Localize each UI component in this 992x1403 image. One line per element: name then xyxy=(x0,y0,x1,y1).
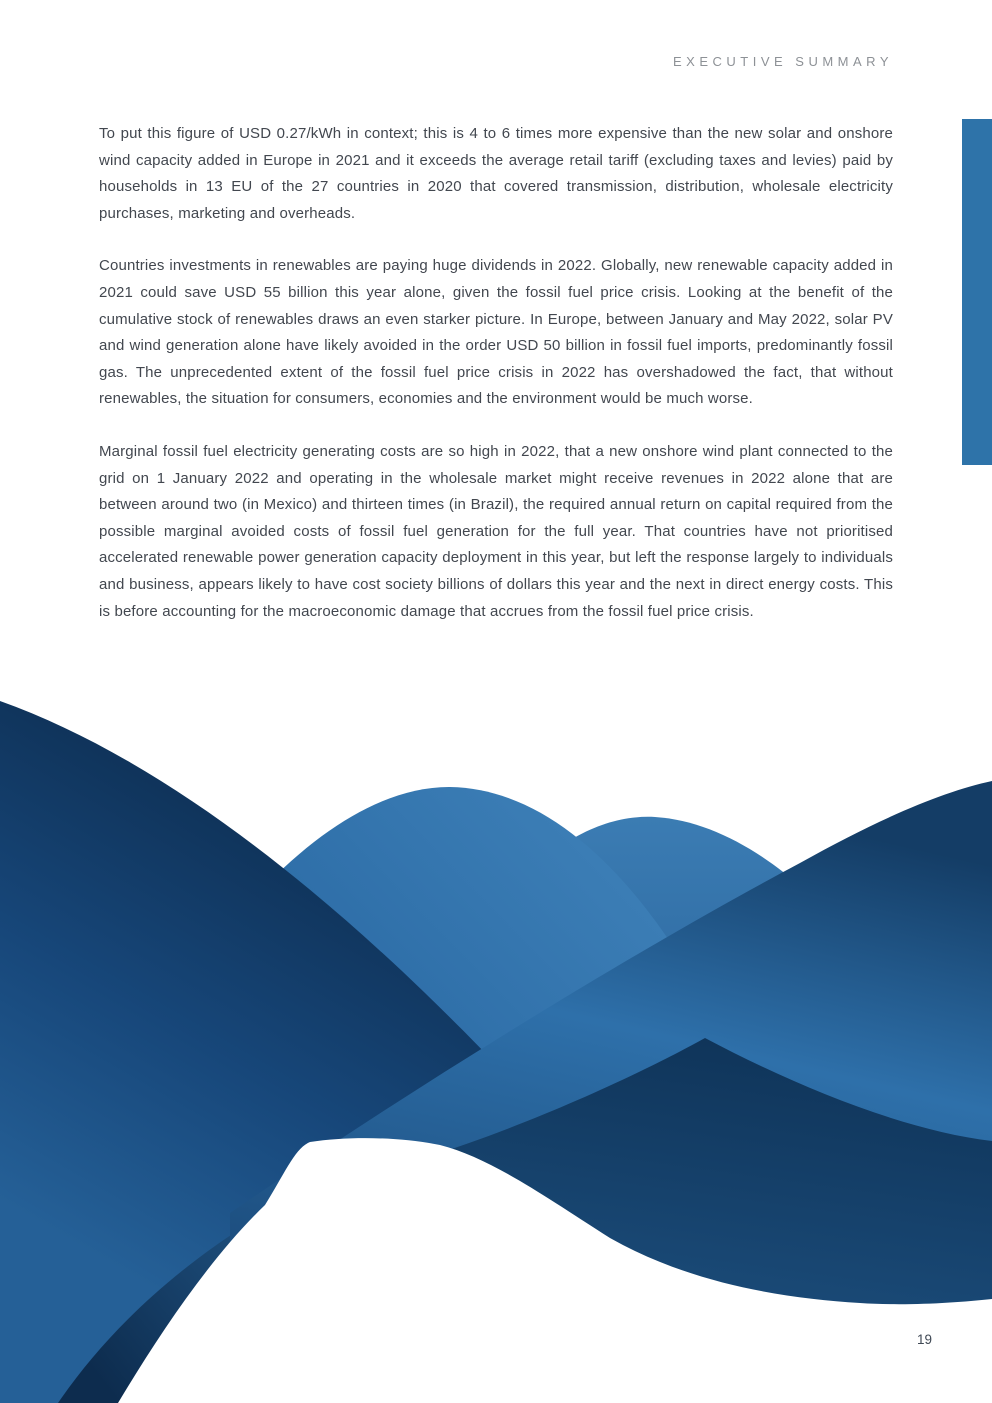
running-header: EXECUTIVE SUMMARY xyxy=(672,54,893,69)
body-text-block xyxy=(99,121,893,651)
paragraph-2: Countries investments in renewables are paying huge dividends in 2022. Globally, new renewable capacity added in 2021 could save USD 55 billion this year alone, given the fossil fuel price crisis. Looking at the benefit of the cumulative stock of renewables draws an even starker picture. In Europe, between January and May 2022, solar PV and wind generation alone have likely avoided in the order USD 50 billion in fossil fuel imports, predominantly fossil gas. The unprecedented extent of the fossil fuel price crisis in 2022 has overshadowed the fact, that without renewables, the situation for consumers, economies and the environment would be much worse. xyxy=(99,257,893,408)
right-accent-bar xyxy=(962,119,992,465)
paragraph-1: To put this figure of USD 0.27/kWh in context; this is 4 to 6 times more expensive than the new solar and onshore wind capacity added in Europe in 2021 and it exceeds the average retail tariff (excluding taxes and levies) paid by households in 13 EU of the 27 countries in 2020 that covered transmission, distribution, wholesale electricity purchases, marketing and overheads. xyxy=(99,125,893,222)
wave-graphic xyxy=(0,693,992,1403)
paragraph-3: Marginal fossil fuel electricity generating costs are so high in 2022, that a new onshore wind plant connected to the grid on 1 January 2022 and operating in the wholesale market might receive revenues in 2022 alone that are between around two (in Mexico) and thirteen times (in Brazil), the required annual return on capital required from the possible marginal avoided costs of fossil fuel generation for the full year. That countries have not prioritised accelerated renewable power generation capacity deployment in this year, but left the response largely to individuals and business, appears likely to have cost society billions of dollars this year and the next in direct energy costs. This is before accounting for the macroeconomic damage that accrues from the fossil fuel price crisis. xyxy=(99,442,893,620)
page-number: 19 xyxy=(916,1332,932,1347)
